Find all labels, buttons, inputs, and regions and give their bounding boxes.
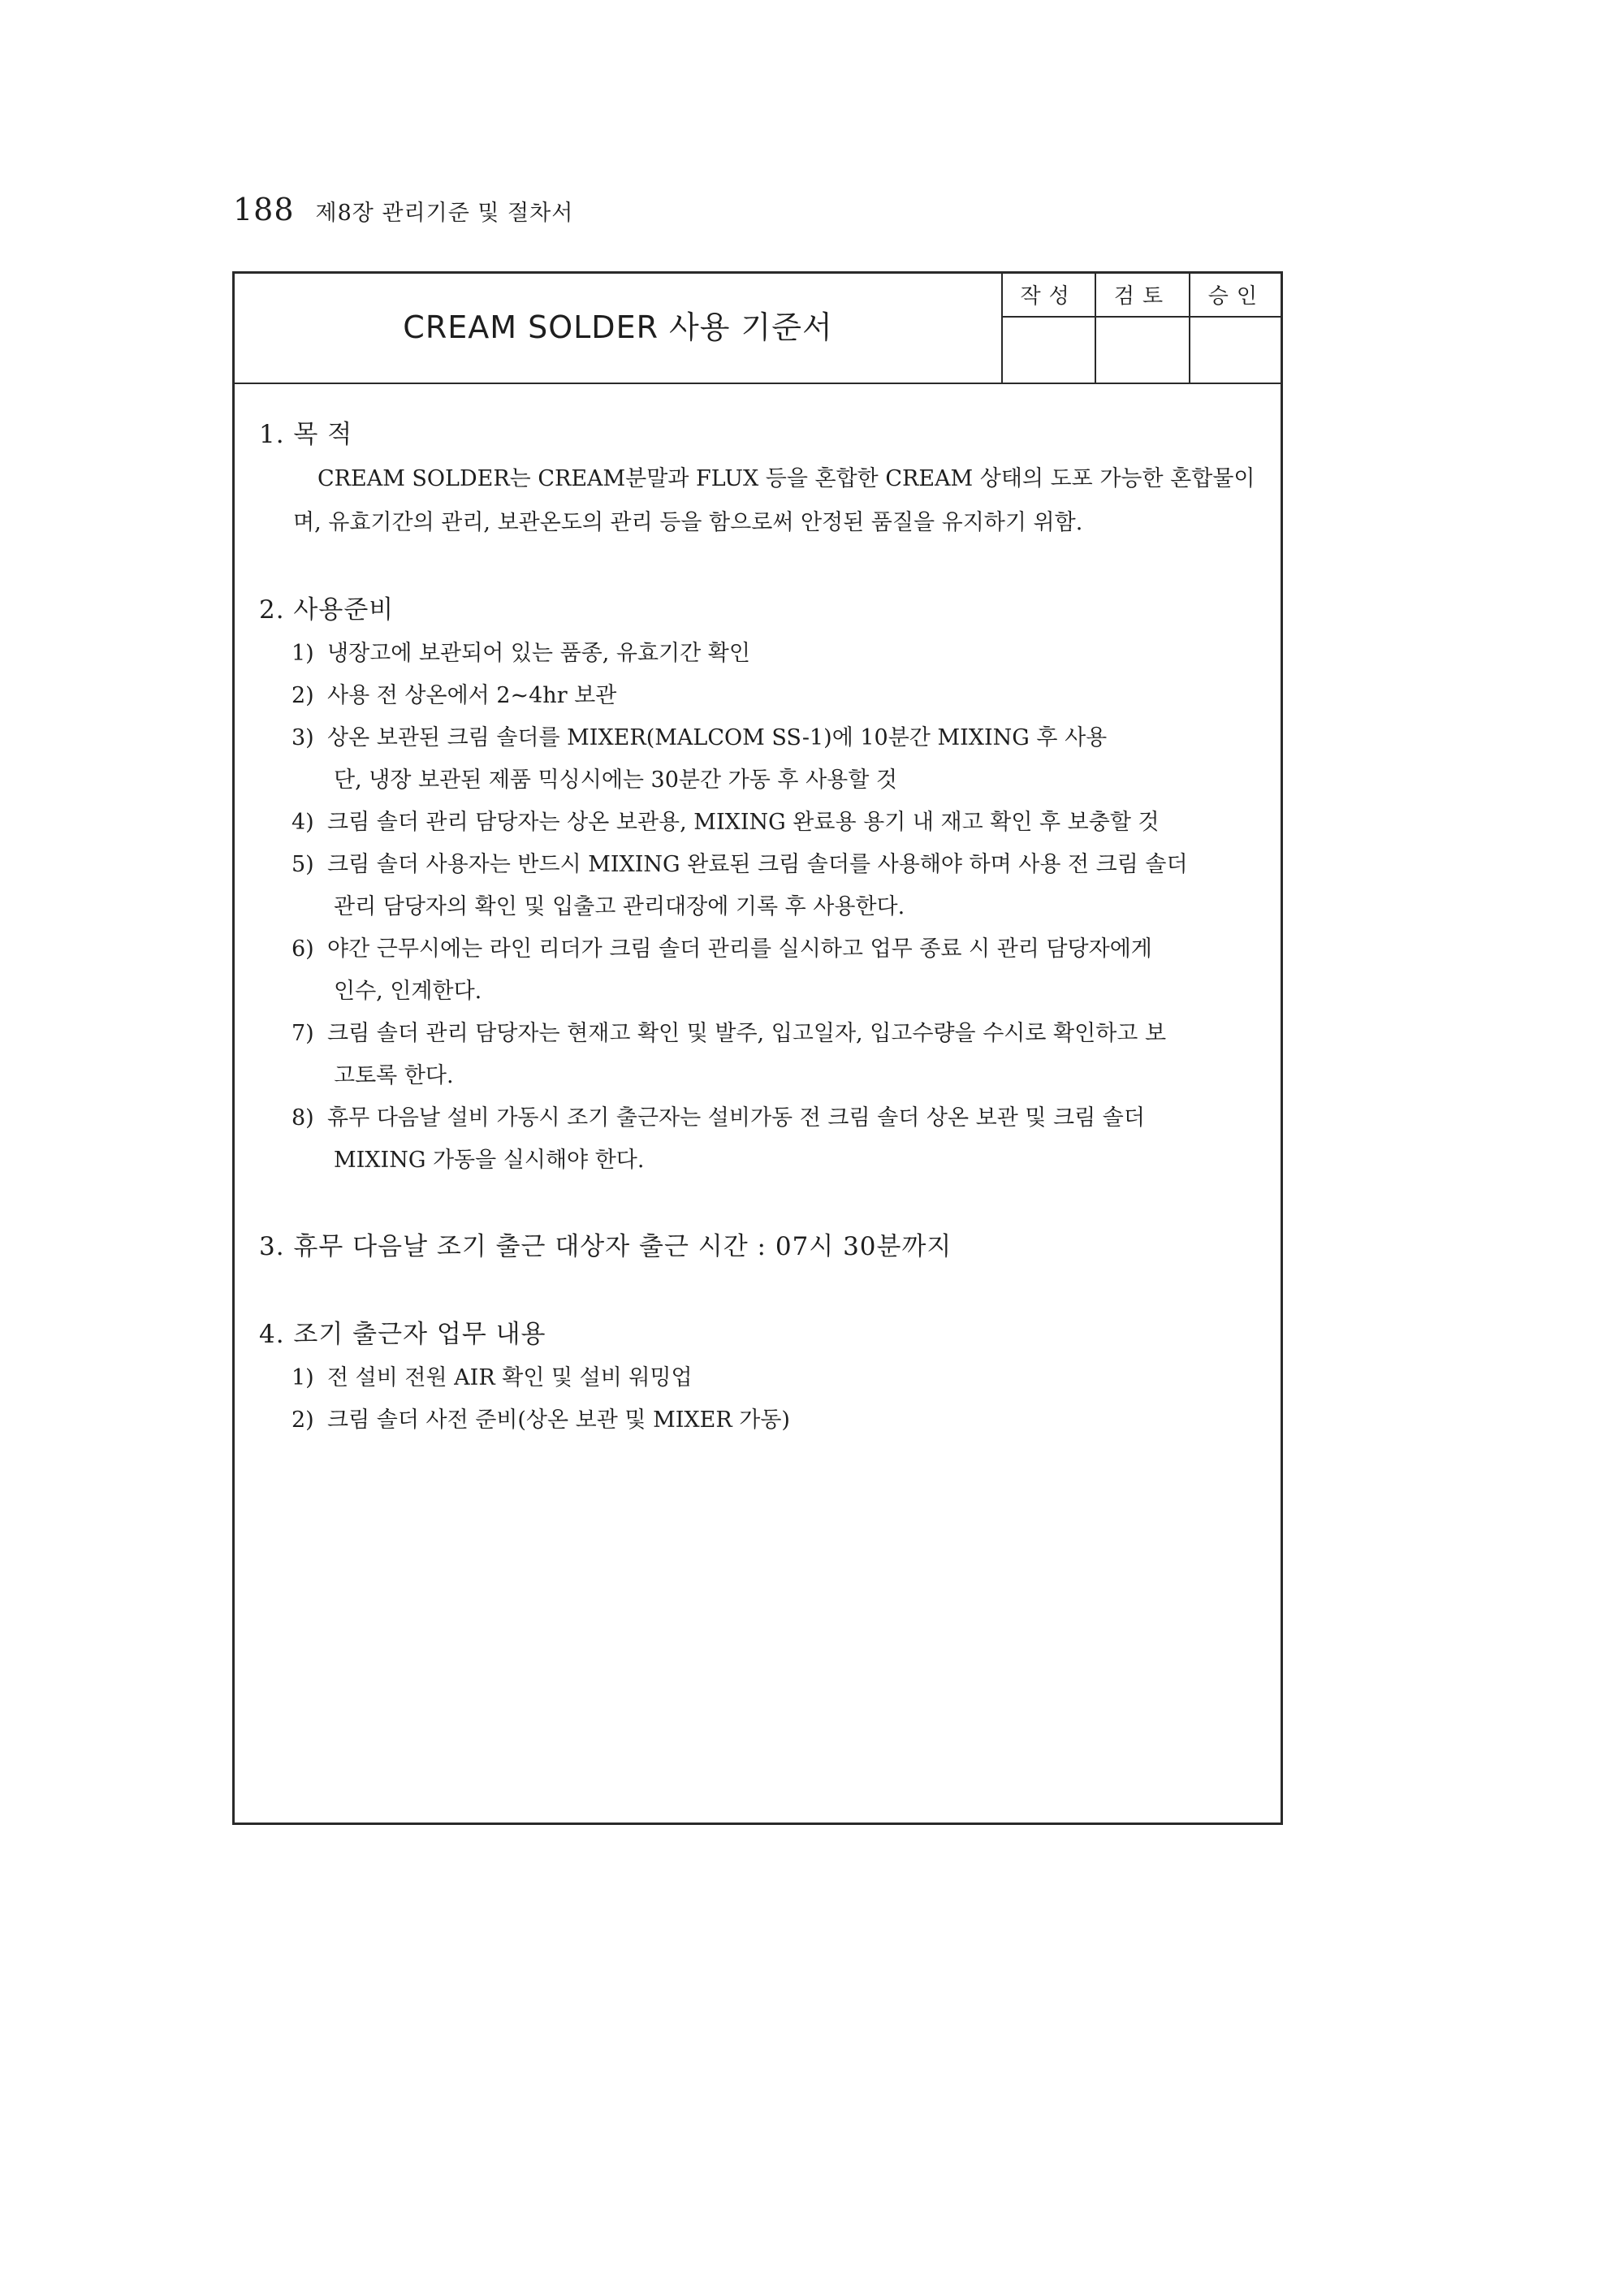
list-item-line: 크림 솔더 관리 담당자는 현재고 확인 및 발주, 입고일자, 입고수량을 수시로 확인하고 보 [327, 1021, 1167, 1046]
approval-approve-label: 승인 [1190, 274, 1283, 317]
list-item-line: 전 설비 전원 AIR 확인 및 설비 워밍업 [327, 1365, 693, 1390]
section-heading: 2. 사용준비 [259, 595, 395, 625]
page-number: 188 [233, 192, 295, 227]
list-item-number: 1) [292, 1365, 314, 1390]
list-item-text [327, 844, 1256, 928]
preparation-list [259, 633, 1256, 1182]
list-item [259, 1399, 1256, 1442]
section-heading: 1. 목 적 [259, 420, 353, 449]
section-early-duties [259, 1312, 1256, 1442]
purpose-text-line: 며, 유효기간의 관리, 보관온도의 관리 등을 함으로써 안정된 품질을 유지하기 위함. [293, 510, 1083, 535]
duties-list [259, 1357, 1256, 1442]
title-band [235, 274, 1281, 384]
approval-review-label: 검토 [1095, 274, 1189, 317]
approval-table [1001, 274, 1283, 383]
document-title: CREAM SOLDER 사용 기준서 [403, 309, 833, 345]
list-item-line: 냉장고에 보관되어 있는 품종, 유효기간 확인 [327, 641, 750, 666]
list-item-text [327, 1357, 1256, 1399]
list-item-number: 2) [292, 683, 314, 708]
list-item-number: 3) [292, 725, 314, 750]
chapter-title: 제8장 관리기준 및 절차서 [315, 201, 574, 226]
list-item-number: 1) [292, 641, 314, 666]
list-item-number: 2) [292, 1407, 314, 1433]
section-preparation [259, 587, 1256, 1182]
list-item-continuation: 고토록 한다. [334, 1063, 454, 1088]
list-item-line: 사용 전 상온에서 2~4hr 보관 [327, 683, 617, 708]
list-item [259, 802, 1256, 844]
list-item-number: 7) [292, 1021, 314, 1046]
list-item-text [327, 1097, 1256, 1182]
list-item [259, 1097, 1256, 1182]
list-item-text [327, 675, 1256, 717]
page-header [233, 192, 573, 232]
list-item-line: 크림 솔더 사전 준비(상온 보관 및 MIXER 가동) [327, 1407, 790, 1433]
section-heading: 4. 조기 출근자 업무 내용 [259, 1320, 546, 1349]
document-body [259, 412, 1256, 1484]
list-item [259, 844, 1256, 928]
list-item-line: 야간 근무시에는 라인 리더가 크림 솔더 관리를 실시하고 업무 종료 시 관리 담당자에게 [327, 936, 1152, 962]
approval-written-label: 작성 [1002, 274, 1095, 317]
section-heading: 3. 휴무 다음날 조기 출근 대상자 출근 시간 : 07시 30분까지 [259, 1232, 952, 1261]
list-item-continuation: 단, 냉장 보관된 제품 믹싱시에는 30분간 가동 후 사용할 것 [334, 767, 897, 793]
list-item-text [327, 1013, 1256, 1097]
list-item-text [327, 928, 1256, 1013]
approval-written-signbox [1002, 317, 1095, 383]
list-item-continuation: 인수, 인계한다. [334, 979, 482, 1004]
section-start-time [259, 1224, 1256, 1269]
list-item [259, 1013, 1256, 1097]
list-item [259, 1357, 1256, 1399]
list-item-number: 6) [292, 936, 314, 962]
list-item-line: 크림 솔더 관리 담당자는 상온 보관용, MIXING 완료용 용기 내 재고 확인 후 보충할 것 [327, 810, 1160, 835]
list-item-number: 5) [292, 852, 314, 877]
document-frame [232, 271, 1283, 1825]
list-item-number: 8) [292, 1105, 314, 1131]
list-item-line: 크림 솔더 사용자는 반드시 MIXING 완료된 크림 솔더를 사용해야 하며 사용 전 크림 솔더 [327, 852, 1188, 877]
list-item-line: 상온 보관된 크림 솔더를 MIXER(MALCOM SS-1)에 10분간 MIXING 후 사용 [327, 725, 1108, 750]
approval-approve-signbox [1190, 317, 1283, 383]
approval-review-signbox [1095, 317, 1189, 383]
list-item-text [327, 633, 1256, 675]
list-item [259, 717, 1256, 802]
list-item-continuation: 관리 담당자의 확인 및 입출고 관리대장에 기록 후 사용한다. [334, 894, 905, 919]
list-item [259, 928, 1256, 1013]
list-item [259, 633, 1256, 675]
list-item-text [327, 1399, 1256, 1442]
list-item-line: 휴무 다음날 설비 가동시 조기 출근자는 설비가동 전 크림 솔더 상온 보관 및 크림 솔더 [327, 1105, 1145, 1131]
list-item-number: 4) [292, 810, 314, 835]
list-item-text [327, 717, 1256, 802]
list-item [259, 675, 1256, 717]
section-purpose [259, 412, 1256, 545]
list-item-text [327, 802, 1256, 844]
purpose-text-line: CREAM SOLDER는 CREAM분말과 FLUX 등을 혼합한 CREAM 상태의 도포 가능한 혼합물이 [317, 466, 1255, 491]
list-item-continuation: MIXING 가동을 실시해야 한다. [334, 1148, 645, 1173]
